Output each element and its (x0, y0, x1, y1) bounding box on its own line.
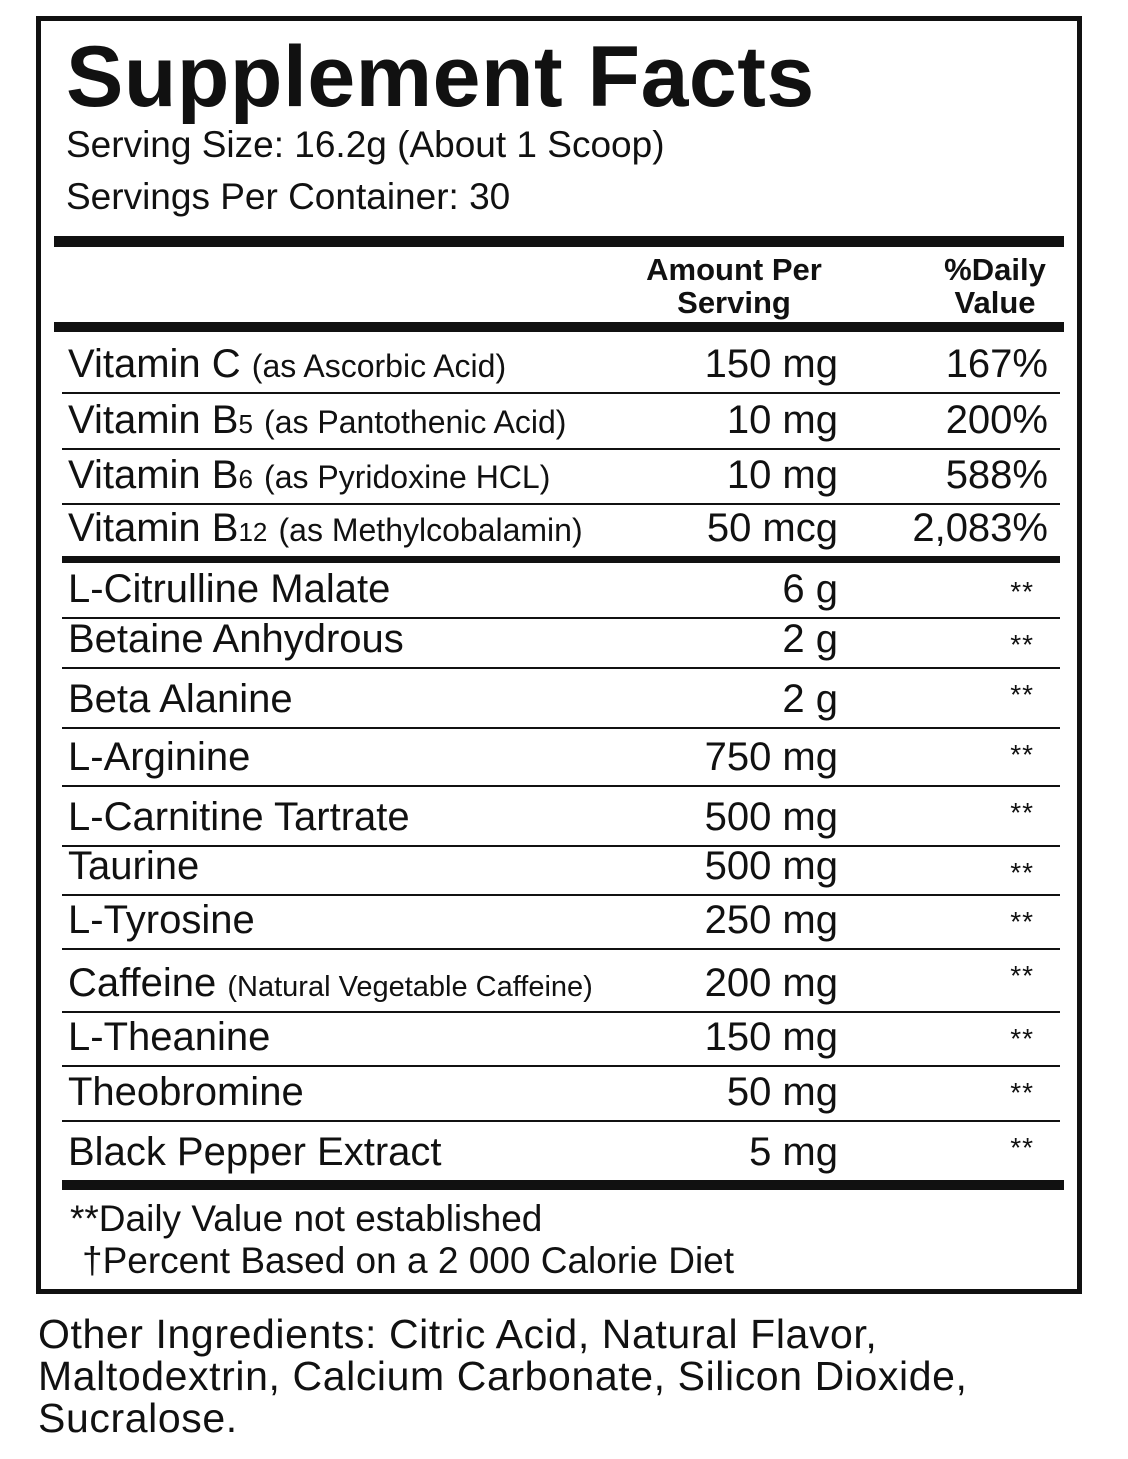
ingredient-name: L-Carnitine Tartrate (68, 795, 410, 839)
ingredient-amount: 150 mg (704, 1015, 838, 1059)
table-row (62, 787, 1060, 847)
dv-header-line1: %Daily (944, 252, 1046, 287)
daily-value-column-header (926, 254, 1064, 319)
divider-top (54, 236, 1064, 247)
nutrient-name: Vitamin B12 (as Methylcobalamin) (68, 506, 583, 550)
table-row (62, 1067, 1060, 1122)
ingredient-daily-value: ** (1010, 797, 1034, 828)
vitamin-table (62, 338, 1060, 556)
table-row (62, 619, 1060, 669)
nutrient-amount: 150 mg (704, 342, 838, 386)
ingredient-name: Theobromine (68, 1070, 304, 1114)
ingredient-amount: 200 mg (704, 961, 838, 1005)
ingredient-daily-value: ** (1010, 1023, 1034, 1054)
divider-middle (62, 556, 1060, 563)
nutrient-name: Vitamin C (as Ascorbic Acid) (68, 342, 507, 386)
ingredient-amount: 50 mg (726, 1070, 838, 1114)
table-row (62, 450, 1060, 505)
nutrient-daily-value: 200% (945, 398, 1048, 442)
amount-header-line1: Amount Per (646, 252, 822, 287)
ingredient-name: L-Arginine (68, 735, 251, 779)
table-row (62, 1013, 1060, 1067)
nutrient-amount: 50 mcg (706, 506, 838, 550)
panel-title: Supplement Facts (66, 29, 815, 125)
ingredient-amount: 5 mg (749, 1130, 838, 1174)
divider-header (54, 322, 1064, 332)
ingredient-daily-value: ** (1010, 906, 1034, 937)
ingredient-amount: 500 mg (704, 795, 838, 839)
nutrient-amount: 10 mg (726, 398, 838, 442)
ingredient-daily-value: ** (1010, 857, 1034, 888)
dv-header-line2: Value (954, 284, 1036, 320)
table-row (62, 1122, 1060, 1180)
table-row (62, 669, 1060, 729)
ingredient-daily-value: ** (1010, 739, 1034, 770)
table-row (62, 394, 1060, 450)
amount-column-header (620, 254, 848, 319)
daily-value-footnote: **Daily Value not established (70, 1198, 543, 1239)
table-row (62, 844, 1060, 896)
nutrient-daily-value: 2,083% (912, 506, 1048, 550)
ingredient-name: Taurine (68, 844, 200, 888)
ingredient-daily-value: ** (1010, 679, 1034, 710)
ingredient-daily-value: ** (1010, 629, 1034, 660)
nutrient-name: Vitamin B6 (as Pyridoxine HCL) (68, 453, 551, 497)
ingredient-name: Caffeine (Natural Vegetable Caffeine) (68, 961, 593, 1005)
nutrient-name: Vitamin B5 (as Pantothenic Acid) (68, 398, 567, 442)
ingredient-name: L-Tyrosine (68, 898, 255, 942)
divider-bottom (62, 1180, 1064, 1190)
ingredient-amount: 2 g (782, 617, 838, 661)
ingredient-daily-value: ** (1010, 1132, 1034, 1163)
table-row (62, 566, 1060, 619)
ingredient-amount: 750 mg (704, 735, 838, 779)
table-row (62, 950, 1060, 1013)
ingredient-name: Betaine Anhydrous (68, 617, 404, 661)
serving-size: Serving Size: 16.2g (About 1 Scoop) (66, 124, 665, 165)
nutrient-daily-value: 167% (945, 342, 1048, 386)
table-row (62, 338, 1060, 394)
ingredient-name: Beta Alanine (68, 677, 293, 721)
ingredient-name: L-Theanine (68, 1015, 271, 1059)
other-ingredients: Other Ingredients: Citric Acid, Natural Flavor, Maltodextrin, Calcium Carbonate, Silicon Dioxide, Sucralose. (38, 1311, 968, 1441)
ingredient-name: L-Citrulline Malate (68, 567, 391, 611)
ingredient-amount: 500 mg (704, 844, 838, 888)
amount-header-line2: Serving (677, 284, 791, 320)
calorie-diet-footnote: †Percent Based on a 2 000 Calorie Diet (82, 1240, 735, 1281)
ingredient-name: Black Pepper Extract (68, 1130, 442, 1174)
table-row (62, 729, 1060, 787)
table-row (62, 896, 1060, 950)
ingredient-daily-value: ** (1010, 576, 1034, 607)
ingredient-daily-value: ** (1010, 960, 1034, 991)
ingredient-amount: 250 mg (704, 898, 838, 942)
ingredient-amount: 2 g (782, 677, 838, 721)
ingredient-amount: 6 g (782, 567, 838, 611)
ingredient-table (62, 566, 1060, 1180)
nutrient-daily-value: 588% (945, 453, 1048, 497)
nutrient-amount: 10 mg (726, 453, 838, 497)
ingredient-daily-value: ** (1010, 1077, 1034, 1108)
servings-per-container: Servings Per Container: 30 (66, 176, 511, 217)
table-row (62, 505, 1060, 556)
